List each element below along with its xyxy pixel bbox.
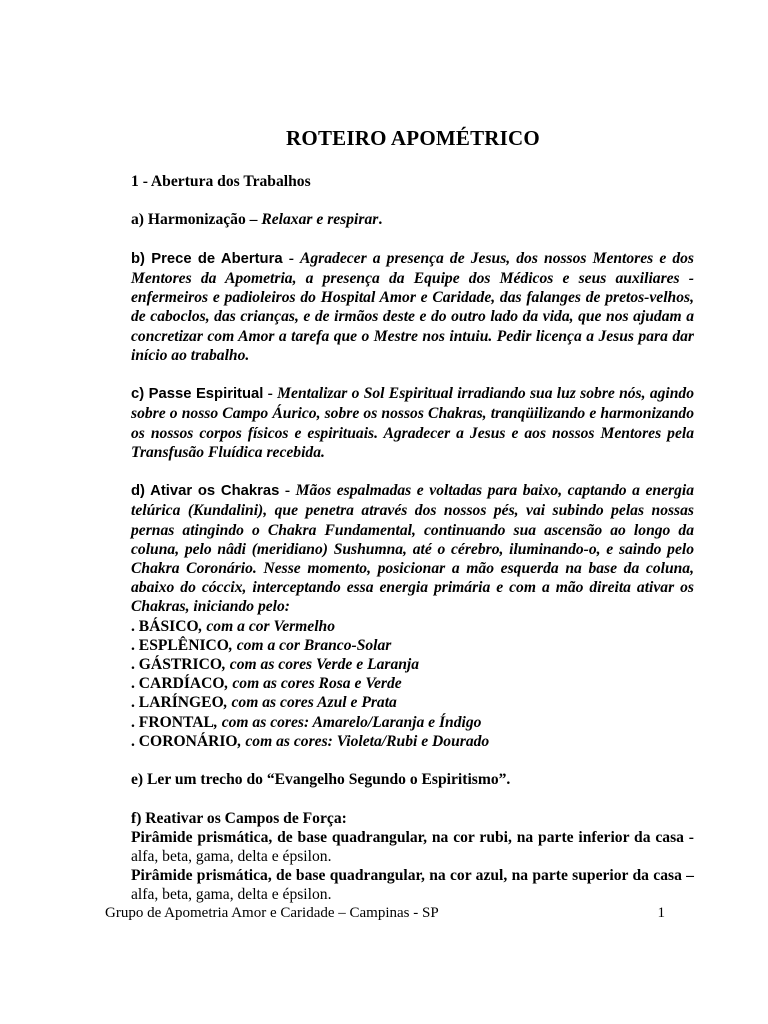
chakra-item [131,655,694,674]
item-d-label: d) Ativar os Chakras [131,483,280,500]
document-body [131,172,694,905]
pyramid-1-sep: - [683,828,694,846]
section-heading: 1 - Abertura dos Trabalhos [131,173,311,190]
chakra-name: . GÁSTRICO [131,656,222,674]
chakra-name: . CORONÁRIO [131,732,238,750]
item-c-label: c) Passe Espiritual [131,386,264,403]
chakra-desc: , com as cores: Violeta/Rubi e Dourado [237,732,490,750]
chakra-desc: , com a cor Branco-Solar [228,636,392,654]
chakra-name: . ESPLÊNICO [131,636,229,654]
chakra-desc: , com as cores Rosa e Verde [224,675,402,693]
page-footer [105,905,665,922]
item-d [131,481,694,616]
chakra-item [131,636,694,655]
item-f-pyramid-1 [131,828,694,866]
chakra-name: . CARDÍACO [131,675,225,693]
item-c [131,384,694,462]
item-c-text: Mentalizar o Sol Espiritual irradiando sua luz sobre nós, agindo sobre o nosso Campo Áurico, sobre os nossos Chakras, tranqüilizando e harmonizando os nossos corpos físicos e espirituais. Agradecer a Jesus e aos nossos Mentores pela Transfusão Fluídica recebida. [131,385,695,461]
item-b-sep: - [282,249,300,267]
chakra-desc: , com as cores Verde e Laranja [221,656,420,674]
chakra-item [131,732,694,751]
page-number: 1 [657,905,665,921]
item-c-sep: - [263,385,278,403]
pyramid-1-text: Pirâmide prismática, de base quadrangular, na cor rubi, na parte inferior da casa [131,828,684,846]
item-d-sep: - [279,482,296,500]
item-f-label: f) Reativar os Campos de Força: [131,809,347,827]
chakra-desc: , com as cores Azul e Prata [223,694,397,712]
chakra-item [131,674,694,693]
pyramid-1-rest: alfa, beta, gama, delta e épsilon. [131,848,332,866]
chakra-name: . FRONTAL [131,713,214,731]
item-a-label: a) Harmonização [131,211,246,229]
item-b-text: Agradecer a presença de Jesus, dos nossos Mentores e dos Mentores da Apometria, a presença da Equipe dos Médicos e seus auxiliares - enfermeiros e padioleiros do Hospital Amor e Caridade, das falanges de pretos-velhos, de caboclos, das crianças, e de irmãos deste e do outro lado da vida, que nos ajudam a concretizar com Amor a tarefa que o Mestre nos intuiu. Pedir licença a Jesus para dar início ao trabalho. [131,249,695,364]
item-a-end: . [378,211,383,229]
pyramid-2-text: Pirâmide prismática, de base quadrangular, na cor azul, na parte superior da casa [131,867,682,885]
footer-text: Grupo de Apometria Amor e Caridade – Campinas - SP [105,905,439,921]
chakra-name: . BÁSICO [131,617,199,635]
item-a-text: Relaxar e respirar [261,211,379,229]
pyramid-2-rest: alfa, beta, gama, delta e épsilon. [131,886,332,904]
page-title: ROTEIRO APOMÉTRICO [286,126,540,150]
pyramid-2-sep: – [681,867,694,885]
item-a [131,210,694,229]
item-d-text: Mãos espalmadas e voltadas para baixo, captando a energia telúrica (Kundalini), que penetra através dos nossos pés, vai subindo pelas nossas pernas atingindo o Chakra Fundamental, continuando sua ascensão ao longo da coluna, pelo nâdi (meridiano) Sushumna, até o cérebro, iluminando-o, e saindo pelo Chakra Coronário. Nesse momento, posicionar a mão esquerda na base da coluna, abaixo do cóccix, interceptando essa energia primária e com a mão direita ativar os Chakras, iniciando pelo: [131,482,695,616]
chakra-desc: , com a cor Vermelho [198,617,336,635]
chakra-item [131,713,694,732]
item-e: e) Ler um trecho do “Evangelho Segundo o Espiritismo”. [131,771,511,789]
item-b [131,249,694,365]
item-f-pyramid-2 [131,866,694,904]
item-a-sep: – [245,211,262,229]
chakra-desc: , com as cores: Amarelo/Laranja e Índigo [213,713,482,731]
item-b-label: b) Prece de Abertura [131,250,283,267]
chakra-name: . LARÍNGEO [131,694,224,712]
chakra-item [131,617,694,636]
chakra-item [131,693,694,712]
